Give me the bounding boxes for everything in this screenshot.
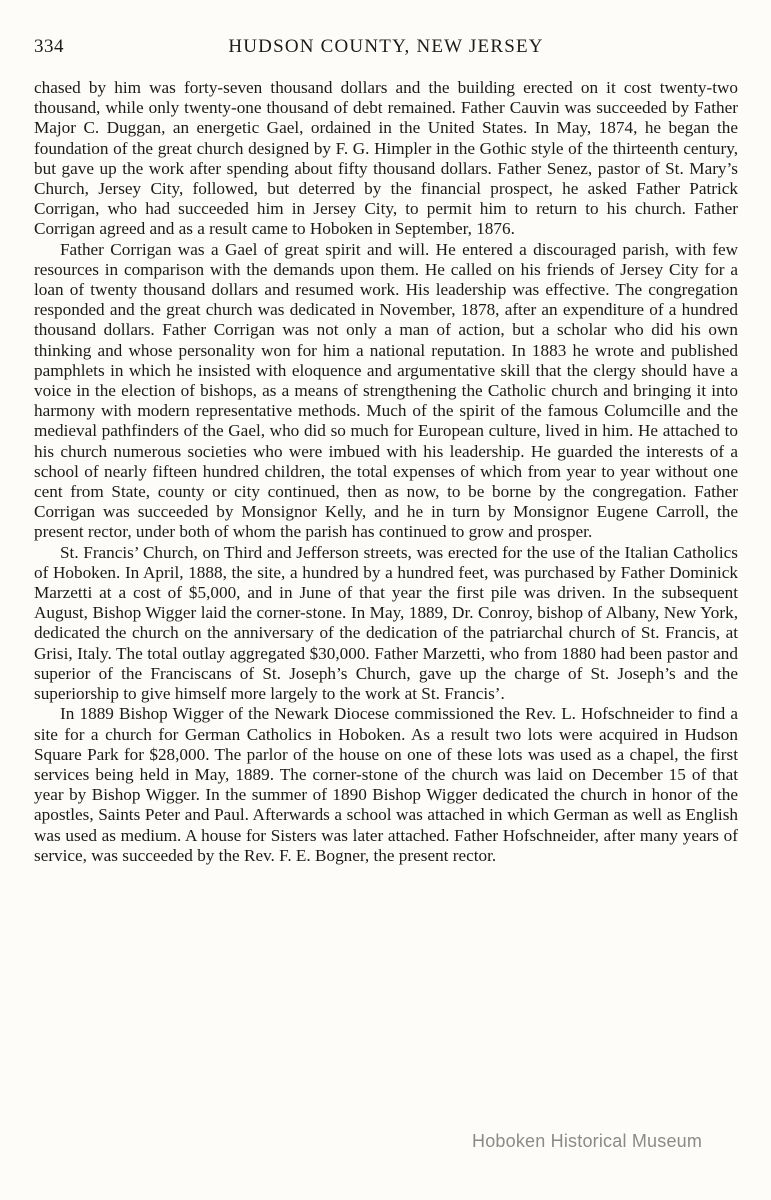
page-number: 334	[34, 36, 64, 57]
running-head: HUDSON COUNTY, NEW JERSEY	[228, 36, 544, 57]
watermark: Hoboken Historical Museum	[472, 1131, 703, 1151]
paragraph-st-francis-church: St. Francis’ Church, on Third and Jefferson streets, was erected for the use of the Italian Catholics of Hoboken. In April, 1888, the site, a hundred by a hundred feet, was purchased by Father Dominick Marzetti at a cost of $5,000, and in June of that year the first pile was driven. In the subsequent August, Bishop Wigger laid the corner-stone. In May, 1889, Dr. Conroy, bishop of Albany, New York, dedicated the church on the anniversary of the dedication of the patriarchal church of St. Francis, at Grisi, Italy. The total outlay aggregated $30,000. Father Marzetti, who from 1880 had been pastor and superior of the Franciscans of St. Joseph’s Church, gave up the charge of St. Joseph’s and the superiorship to give himself more largely to the work at St. Francis’.	[34, 542, 738, 704]
page-header	[34, 36, 738, 62]
paragraph-continued: chased by him was forty-seven thousand dollars and the building erected on it cost twenty-two thousand, while only twenty-one thousand of debt remained. Father Cauvin was succeeded by Father Major C. Duggan, an energetic Gael, ordained in the United States. In May, 1874, he began the foundation of the great church designed by F. G. Himpler in the Gothic style of the thirteenth century, but gave up the work after spending about fifty thousand dollars. Father Senez, pastor of St. Mary’s Church, Jersey City, followed, but deterred by the financial prospect, he asked Father Patrick Corrigan, who had succeeded him in Jersey City, to permit him to return to his church. Father Corrigan agreed and as a result came to Hoboken in September, 1876.	[34, 78, 738, 239]
paragraph-saints-peter-and-paul: In 1889 Bishop Wigger of the Newark Diocese commissioned the Rev. L. Hofschneider to find a site for a church for German Catholics in Hoboken. As a result two lots were acquired in Hudson Square Park for $28,000. The parlor of the house on one of these lots was used as a chapel, the first services being held in May, 1889. The corner-stone of the church was laid on December 15 of that year by Bishop Wigger. In the summer of 1890 Bishop Wigger dedicated the church in honor of the apostles, Saints Peter and Paul. Afterwards a school was attached in which German as well as English was used as medium. A house for Sisters was later attached. Father Hofschneider, after many years of service, was succeeded by the Rev. F. E. Bogner, the present rector.	[34, 704, 738, 865]
paragraph-father-corrigan: Father Corrigan was a Gael of great spirit and will. He entered a discouraged parish, with few resources in comparison with the demands upon them. He called on his friends of Jersey City for a loan of twenty thousand dollars and resumed work. His leadership was effective. The congregation responded and the great church was dedicated in November, 1878, after an expenditure of a hundred thousand dollars. Father Corrigan was not only a man of action, but a scholar who did his own thinking and whose personality won for him a national reputation. In 1883 he wrote and published pamphlets in which he insisted with eloquence and argumentative skill that the clergy should have a voice in the election of bishops, as a means of strengthening the Catholic church and bringing it into harmony with modern representative methods. Much of the spirit of the famous Columcille and the medieval pathfinders of the Gael, who did so much for European culture, lived in him. He attached to his church numerous societies who were imbued with his leadership. He guarded the interests of a school of nearly fifteen hundred children, the total expenses of which from year to year without one cent from State, county or city continued, then as now, to be borne by the congregation. Father Corrigan was succeeded by Monsignor Kelly, and he in turn by Monsignor Eugene Carroll, the present rector, under both of whom the parish has continued to grow and prosper.	[34, 239, 738, 542]
body-text	[34, 78, 738, 866]
